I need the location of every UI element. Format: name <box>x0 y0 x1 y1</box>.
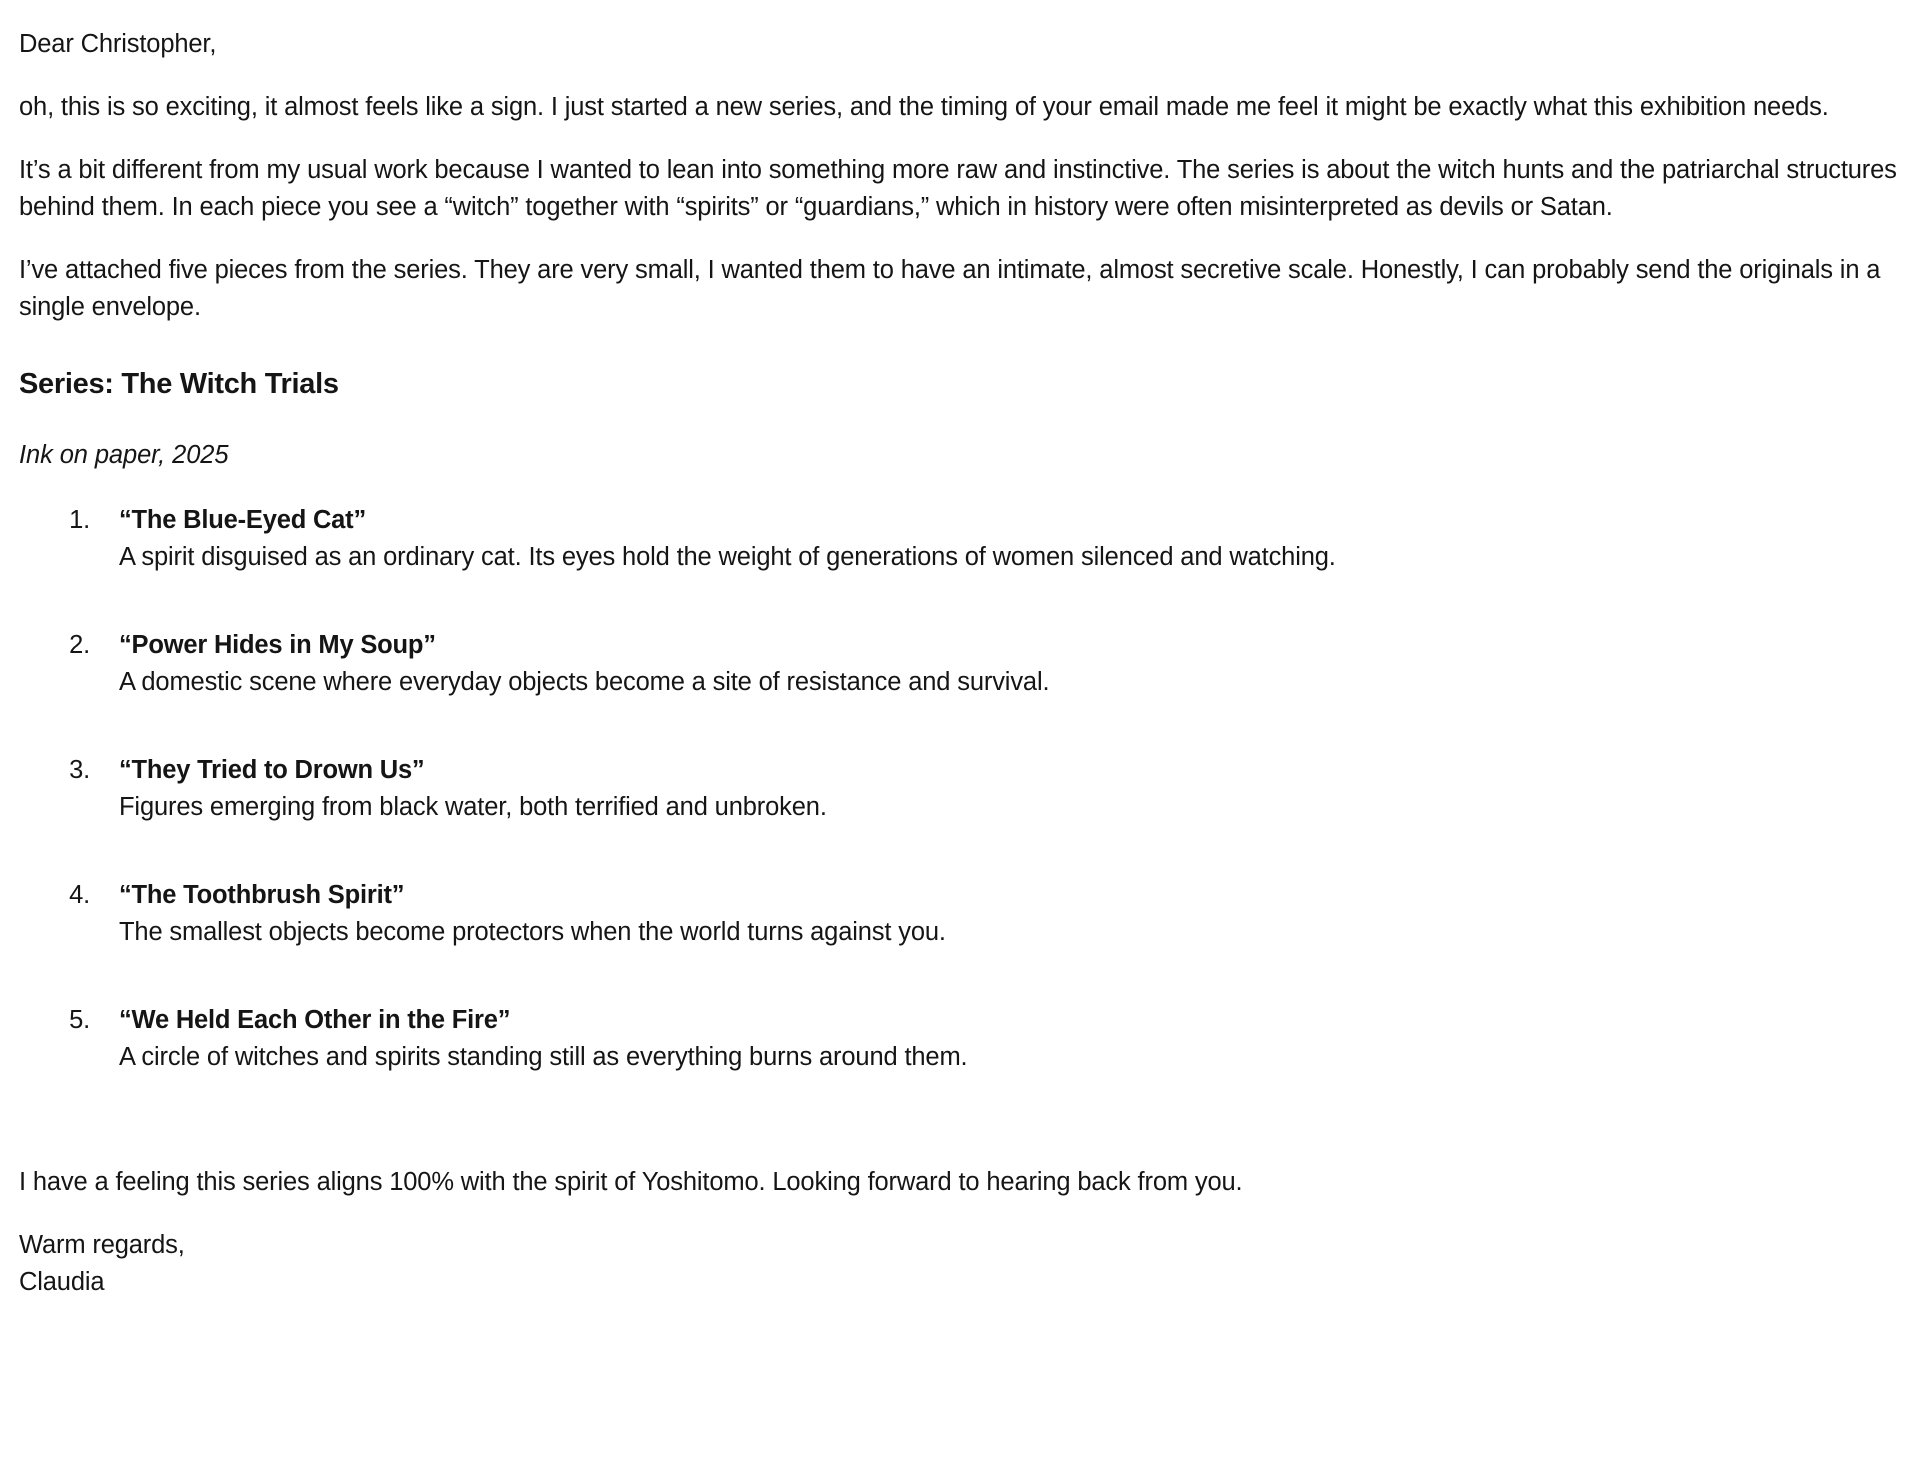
series-medium: Ink on paper, 2025 <box>19 441 229 469</box>
work-title: 3. “They Tried to Drown Us” <box>119 756 425 784</box>
work-title: 4. “The Toothbrush Spirit” <box>119 881 405 909</box>
paragraph-series-context: It’s a bit different from my usual work because I wanted to lean into something more raw and instinctive. The series is about the witch hunts and the patriarchal structures behind them. In each piece you see a “witch” together with “spirits” or “guardians,” which in history were often misinterpreted as devils or Satan. <box>19 156 1897 221</box>
work-description: The smallest objects become protectors when the world turns against you. <box>119 918 946 946</box>
list-item <box>97 877 1906 951</box>
series-heading: Series: The Witch Trials <box>19 368 339 400</box>
list-item <box>97 1002 1906 1076</box>
work-description: A domestic scene where everyday objects become a site of resistance and survival. <box>119 668 1050 696</box>
list-item <box>97 627 1906 701</box>
work-description: Figures emerging from black water, both terrified and unbroken. <box>119 793 827 821</box>
salutation: Dear Christopher, <box>19 30 217 58</box>
blank-paragraph-spacer <box>19 1076 1906 1164</box>
signoff-line-2: Claudia <box>19 1268 105 1296</box>
works-list <box>19 502 1906 1076</box>
paragraph-attachments: I’ve attached five pieces from the series. They are very small, I wanted them to have an intimate, almost secretive scale. Honestly, I can probably send the originals in a single envelope. <box>19 256 1881 321</box>
signoff-line-1: Warm regards, <box>19 1231 185 1259</box>
work-title: 2. “Power Hides in My Soup” <box>119 631 436 659</box>
work-description: A spirit disguised as an ordinary cat. Its eyes hold the weight of generations of women silenced and watching. <box>119 543 1336 571</box>
list-item <box>97 752 1906 826</box>
list-item <box>97 502 1906 576</box>
paragraph-closing: I have a feeling this series aligns 100% with the spirit of Yoshitomo. Looking forward to hearing back from you. <box>19 1168 1243 1196</box>
work-title: 1. “The Blue-Eyed Cat” <box>119 506 366 534</box>
signoff <box>19 1227 1906 1301</box>
work-title: 5. “We Held Each Other in the Fire” <box>119 1006 511 1034</box>
work-description: A circle of witches and spirits standing still as everything burns around them. <box>119 1043 968 1071</box>
paragraph-intro: oh, this is so exciting, it almost feels like a sign. I just started a new series, and the timing of your email made me feel it might be exactly what this exhibition needs. <box>19 93 1829 121</box>
